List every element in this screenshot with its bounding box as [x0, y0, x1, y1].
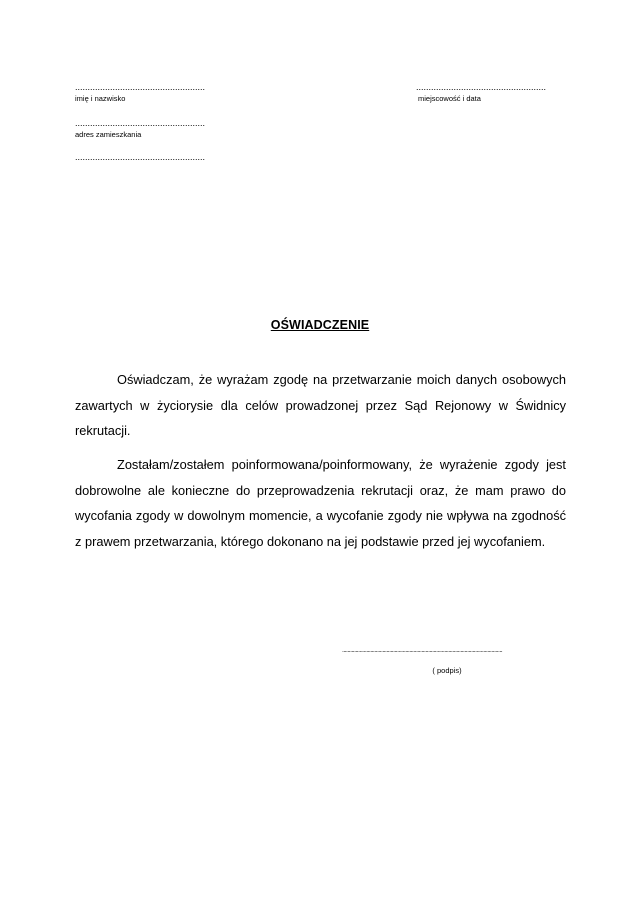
address-extra-dotted-line[interactable]: ....................................................: [75, 152, 206, 162]
place-date-caption: miejscowość i data: [418, 94, 481, 103]
place-date-field[interactable]: [416, 82, 576, 104]
document-title: OŚWIADCZENIE: [270, 318, 370, 332]
signature-field[interactable]: [342, 647, 552, 676]
name-dotted-line[interactable]: ....................................................: [75, 82, 206, 92]
address-extra-field[interactable]: [75, 152, 235, 162]
information-paragraph: Zostałam/zostałem poinformowana/poinformowany, że wyrażenie zgody jest dobrowolne ale konieczne do przeprowadzenia rekrutacji oraz, że mam prawo do wycofania zgody w dowolnym momencie, a wycofanie zgody nie wpływa na zgodność z prawem przetwarzania, którego dokonano na jej podstawie przed jej wycofaniem.: [75, 457, 566, 549]
address-field[interactable]: [75, 118, 235, 140]
place-date-dotted-line[interactable]: ....................................................: [416, 82, 547, 92]
consent-paragraph: Oświadczam, że wyrażam zgodę na przetwarzanie moich danych osobowych zawartych w życiorysie dla celów prowadzonej przez Sąd Rejonowy w Świdnicy rekrutacji.: [75, 372, 566, 438]
address-caption: adres zamieszkania: [75, 130, 142, 139]
address-dotted-line[interactable]: ....................................................: [75, 118, 206, 128]
name-caption: imię i nazwisko: [75, 94, 126, 103]
signature-caption: ( podpis): [432, 666, 462, 675]
signature-dotted-line[interactable]: .......................................................................................................................: [342, 647, 503, 654]
name-field[interactable]: [75, 82, 235, 104]
